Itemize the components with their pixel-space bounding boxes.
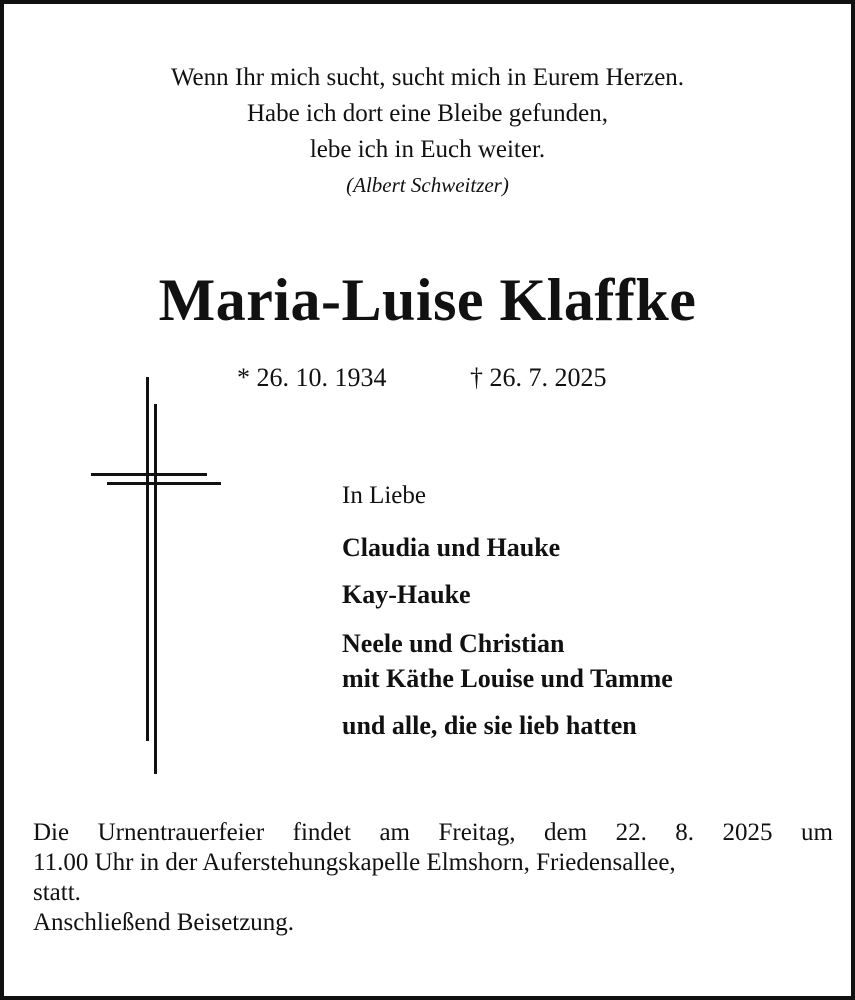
service-line-3: statt. [33,879,81,906]
mourner-group-1: Claudia und Hauke [342,533,561,562]
cross-vertical-bar-1 [146,377,149,741]
memorial-verse [4,60,851,202]
service-line-1: Die Urnentrauerfeier findet am Freitag, dem 22. 8. 2025 um [33,819,833,846]
cross-vertical-bar-2 [154,404,157,774]
mourner-group-3-line-2: mit Käthe Louise und Tamme [342,664,673,693]
verse-line-1: Wenn Ihr mich sucht, sucht mich in Eurem Herzen. [170,64,685,91]
verse-line-2: Habe ich dort eine Bleibe gefunden, [247,100,608,127]
service-line-2: 11.00 Uhr in der Auferstehungskapelle Elmshorn, Friedensallee, [33,849,676,876]
in-love-label: In Liebe [342,482,426,509]
cross-horizontal-bar-1 [91,473,207,476]
mourner-group-2: Kay-Hauke [342,580,471,609]
deceased-name: Maria-Luise Klaffke [158,267,697,333]
cross-horizontal-bar-2 [107,482,221,485]
death-date: † 26. 7. 2025 [470,363,607,392]
mourner-group-4: und alle, die sie lieb hatten [342,711,637,740]
verse-author: (Albert Schweitzer) [346,173,509,197]
mourner-group-3-line-1: Neele und Christian [342,629,565,658]
service-line-4: Anschließend Beisetzung. [33,909,295,936]
birth-date: * 26. 10. 1934 [237,363,387,392]
verse-line-3: lebe ich in Euch weiter. [309,136,546,163]
service-announcement [33,818,833,938]
